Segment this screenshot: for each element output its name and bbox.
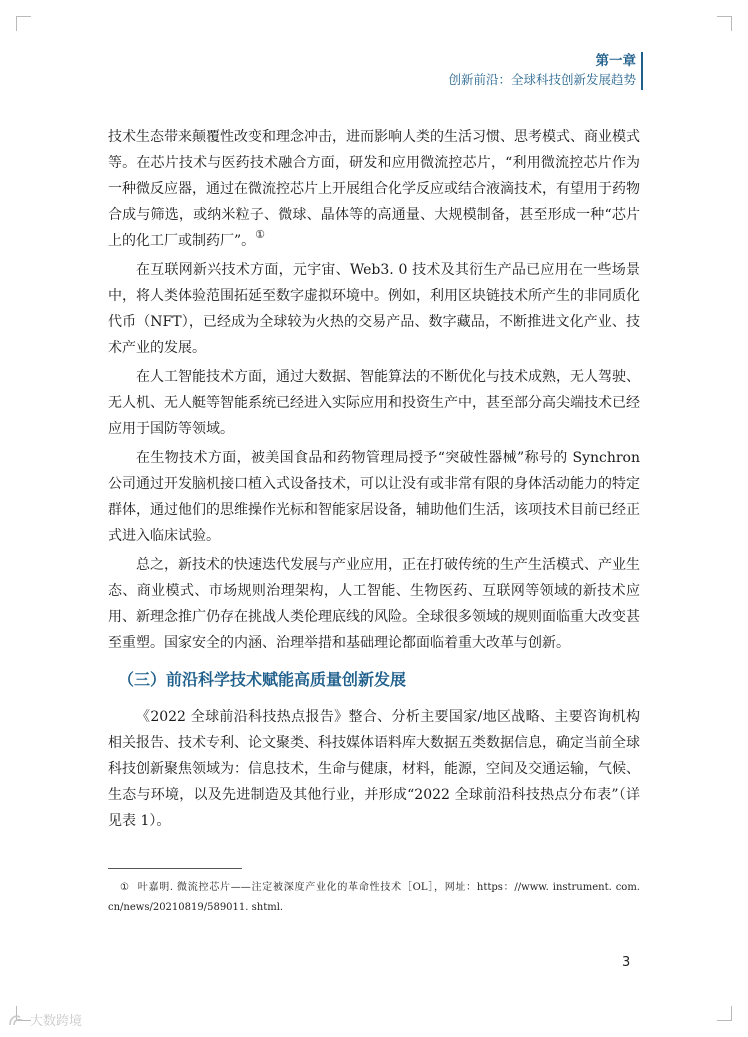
watermark-logo-icon bbox=[8, 1013, 26, 1027]
chapter-subtitle: 创新前沿：全球科技创新发展趋势 bbox=[448, 72, 636, 87]
section-paragraph: 《2022 全球前沿科技热点报告》整合、分析主要国家/地区战略、主要咨询机构相关报告、技术专利、论文聚类、科技媒体语料库大数据五类数据信息，确定当前全球科技创新聚焦领域为：信息技术，生命与健康，材料，能源，空间及交通运输，气候、生态与环境，以及先进制造及其他行业，并形成“2022 全球前沿科技热点分布表”（详见表 1）。 bbox=[108, 709, 640, 829]
watermark-text: 大数跨境 bbox=[30, 1014, 83, 1029]
paragraph-5: 总之，新技术的快速迭代发展与产业应用，正在打破传统的生产生活模式、产业生态、商业模式、市场规则治理架构，人工智能、生物医药、互联网等领域的新技术应用、新理念推广仍存在挑战人类伦理底线的风险。全球很多领域的规则面临重大改变甚至重塑。国家安全的内涵、治理举措和基础理论都面临着重大改革与创新。 bbox=[108, 557, 640, 651]
footnote-number: ① bbox=[120, 882, 129, 893]
paragraph-3: 在人工智能技术方面，通过大数据、智能算法的不断优化与技术成熟，无人驾驶、无人机、无人艇等智能系统已经进入实际应用和投资生产中，甚至部分高尖端技术已经应用于国防等领域。 bbox=[108, 369, 640, 437]
section-heading: （三）前沿科学技术赋能高质量创新发展 bbox=[118, 670, 407, 689]
page-number: 3 bbox=[622, 955, 631, 970]
running-header bbox=[448, 52, 636, 89]
footnote-divider bbox=[108, 868, 242, 869]
crop-mark-top-left bbox=[16, 16, 31, 31]
chapter-label: 第一章 bbox=[595, 53, 636, 69]
crop-mark-bottom-right bbox=[717, 1006, 732, 1021]
body-text bbox=[108, 124, 640, 837]
crop-mark-top-right bbox=[717, 16, 732, 31]
footnote bbox=[108, 878, 640, 918]
paragraph-2: 在互联网新兴技术方面，元宇宙、Web3. 0 技术及其衍生产品已应用在一些场景中，将人类体验范围拓延至数字虚拟环境中。例如，利用区块链技术所产生的非同质化代币（NFT），已经成为全球较为火热的交易产品、数字藏品，不断推进文化产业、技术产业的发展。 bbox=[108, 262, 640, 356]
paragraph-1: 技术生态带来颠覆性改变和理念冲击，进而影响人类的生活习惯、思考模式、商业模式等。在芯片技术与医药技术融合方面，研发和应用微流控芯片，“利用微流控芯片作为一种微反应器，通过在微流控芯片上开展组合化学反应或结合液滴技术，有望用于药物合成与筛选，或纳米粒子、微球、晶体等的高通量、大规模制备，甚至形成一种“芯片上的化工厂或制药厂”。① bbox=[108, 129, 640, 249]
paragraph-4: 在生物技术方面，被美国食品和药物管理局授予“突破性器械”称号的 Synchron 公司通过开发脑机接口植入式设备技术，可以让没有或非常有限的身体活动能力的特定群体，通过他们的思维操作光标和智能家居设备，辅助他们生活，该项技术目前已经正式进入临床试验。 bbox=[108, 450, 640, 544]
footnote-text: 叶嘉明. 微流控芯片——注定被深度产业化的革命性技术［OL］，网址：https：//www. instrument. com. cn/news/20210819/589011. shtml. bbox=[108, 882, 640, 913]
header-divider bbox=[641, 52, 643, 90]
footnote-reference[interactable]: ① bbox=[255, 228, 266, 241]
watermark bbox=[8, 1010, 82, 1029]
